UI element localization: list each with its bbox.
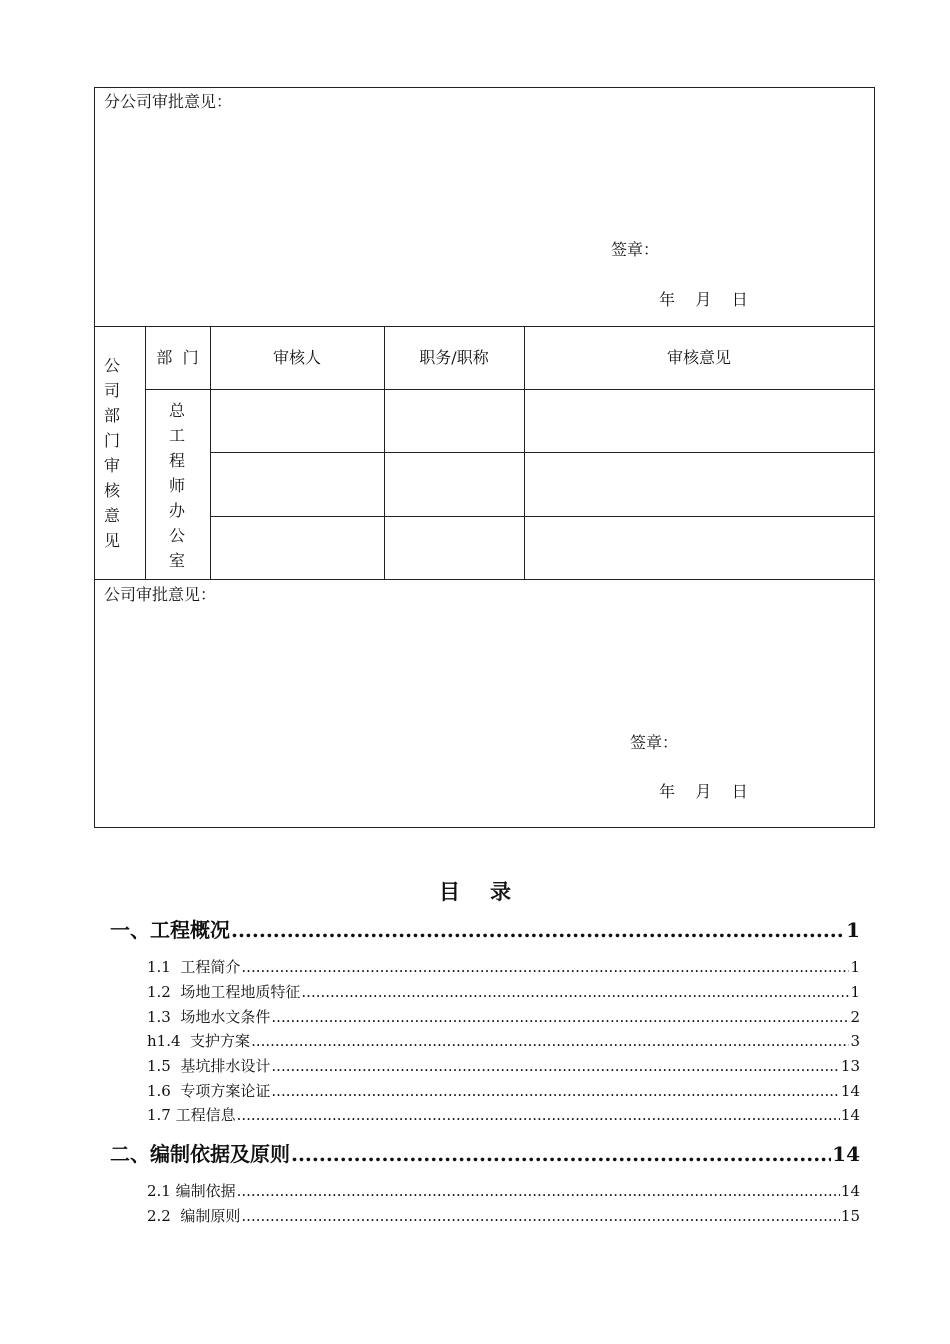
row-divider	[94, 579, 875, 580]
toc-page-number: 1	[846, 918, 860, 942]
toc-item-title: 1.6 专项方案论证	[147, 1082, 271, 1100]
table-border-left	[94, 87, 95, 828]
toc-section[interactable]	[110, 915, 860, 943]
branch-date-label: 年 月 日	[659, 290, 748, 309]
row-divider	[210, 452, 875, 453]
toc-title: 目录	[439, 879, 541, 904]
toc-item-title: 1.2 场地工程地质特征	[147, 983, 301, 1001]
toc-item-title: 1.7 工程信息	[147, 1106, 236, 1124]
toc-leader	[241, 1206, 840, 1226]
toc-item[interactable]	[147, 1006, 860, 1027]
toc-item[interactable]	[147, 1180, 860, 1201]
company-approval-label: 公司审批意见：	[104, 585, 217, 604]
toc-leader	[237, 1105, 840, 1125]
toc-item-title: 1.1 工程简介	[147, 958, 241, 976]
toc-page-number: 14	[840, 1106, 860, 1124]
toc-item[interactable]	[147, 956, 860, 977]
toc-item[interactable]	[147, 1104, 860, 1125]
toc-leader	[237, 1181, 840, 1201]
toc-page-number: 14	[840, 1082, 860, 1100]
toc-section[interactable]	[110, 1139, 860, 1167]
toc-section-title: 一、工程概况	[110, 918, 230, 942]
header-title: 职务/职称	[419, 348, 489, 367]
branch-approval-label: 分公司审批意见：	[104, 92, 233, 111]
toc-leader	[231, 917, 845, 943]
row-divider	[210, 516, 875, 517]
toc-item[interactable]	[147, 1055, 860, 1076]
toc-page-number: 15	[840, 1207, 860, 1225]
toc-item[interactable]	[147, 1205, 860, 1226]
toc-item-title: 2.1 编制依据	[147, 1182, 236, 1200]
toc-leader	[271, 1056, 840, 1076]
branch-sign-label: 签章：	[611, 240, 660, 259]
toc-leader	[241, 957, 849, 977]
row-divider	[94, 326, 875, 327]
table-border-right	[874, 87, 875, 828]
toc-leader	[251, 1031, 849, 1051]
toc-item-title: h1.4 支护方案	[147, 1032, 251, 1050]
company-review-label: 公司部门审核意见	[103, 356, 120, 550]
toc-item-title: 1.3 场地水文条件	[147, 1008, 271, 1026]
toc-leader	[271, 1007, 849, 1027]
toc-page-number: 1	[850, 958, 860, 976]
toc-page-number: 3	[850, 1032, 860, 1050]
toc-item[interactable]	[147, 1080, 860, 1101]
toc-item[interactable]	[147, 1030, 860, 1051]
header-reviewer: 审核人	[272, 348, 321, 367]
toc-leader	[291, 1141, 831, 1167]
toc-item-title: 2.2 编制原则	[147, 1207, 241, 1225]
toc-section-title: 二、编制依据及原则	[110, 1142, 290, 1166]
header-opinion: 审核意见	[666, 348, 731, 367]
toc-page-number: 14	[840, 1182, 860, 1200]
toc-leader	[271, 1081, 840, 1101]
toc-page-number: 14	[832, 1142, 860, 1166]
toc-page-number: 1	[850, 983, 860, 1001]
table-border-top	[94, 87, 875, 88]
toc-page-number: 13	[840, 1057, 860, 1075]
toc-item-title: 1.5 基坑排水设计	[147, 1057, 271, 1075]
company-date-label: 年 月 日	[659, 782, 748, 801]
department-name: 总工程师办公室	[168, 401, 185, 570]
company-sign-label: 签章：	[630, 733, 679, 752]
header-department: 部 门	[156, 348, 199, 367]
toc-leader	[301, 982, 849, 1002]
toc-item[interactable]	[147, 981, 860, 1002]
toc-page-number: 2	[850, 1008, 860, 1026]
table-border-bottom	[94, 827, 875, 828]
row-divider	[145, 389, 875, 390]
